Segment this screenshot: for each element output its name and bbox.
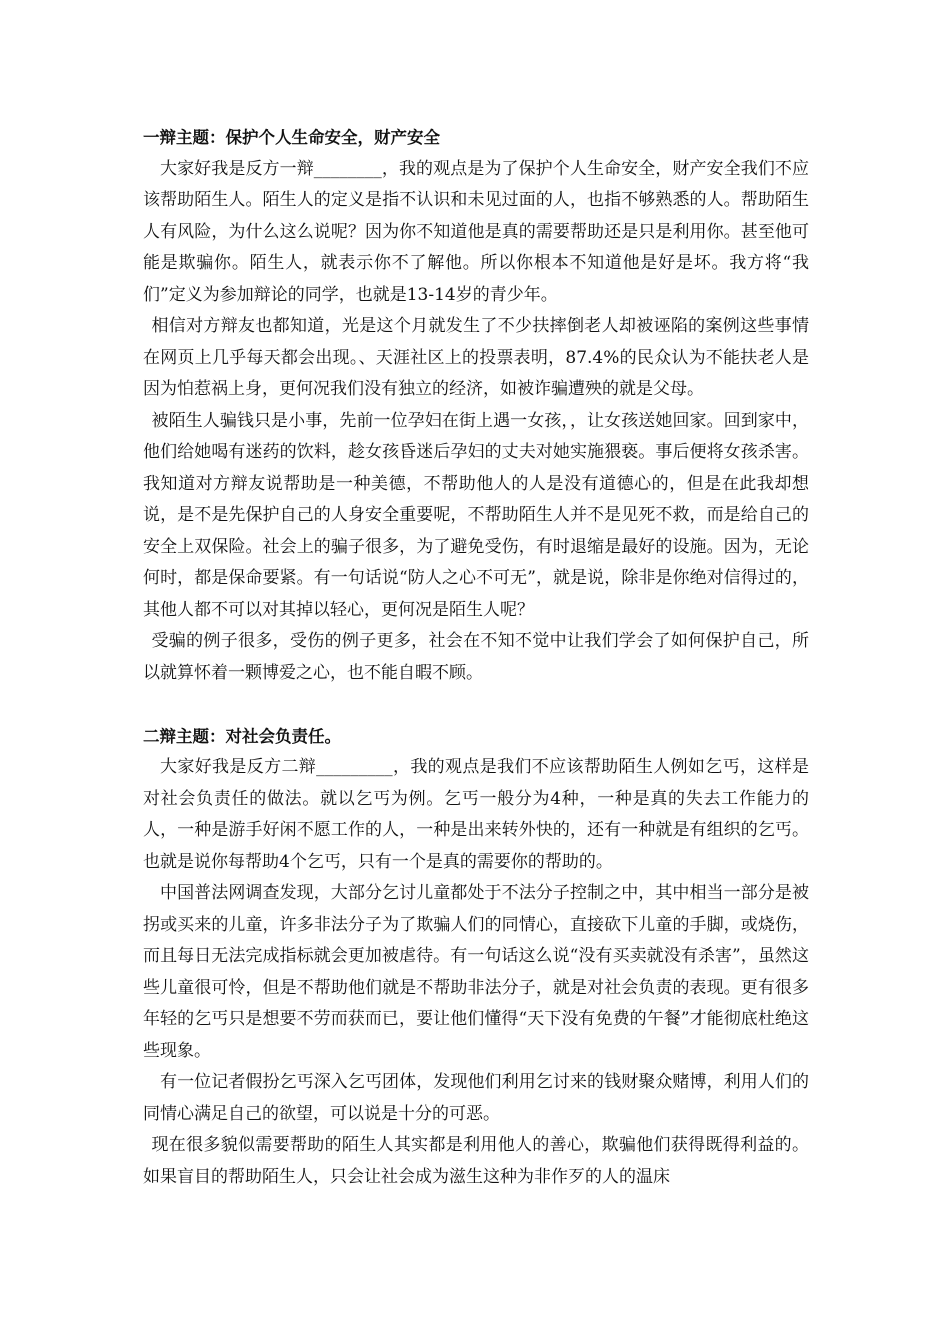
paragraph: 大家好我是反方一辩________，我的观点是为了保护个人生命安全，财产安全我们不应该帮助陌生人。陌生人的定义是指不认识和未见过面的人，也指不够熟悉的人。帮助陌生人有风险，为什么这么说呢？因为你不知道他是真的需要帮助还是只是利用你。甚至他可能是欺骗你。陌生人，就表示你不了解他。所以你根本不知道他是好是坏。我方将“我们”定义为参加辩论的同学，也就是13-14岁的青少年。 (143, 158, 809, 305)
paragraph: 中国普法网调查发现，大部分乞讨儿童都处于不法分子控制之中，其中相当一部分是被拐或买来的儿童，许多非法分子为了欺骗人们的同情心，直接砍下儿童的手脚，或烧伤，而且每日无法完成指标就会更加被虐待。有一句话这么说“没有买卖就没有杀害”，虽然这些儿童很可怜，但是不帮助他们就是不帮助非法分子，就是对社会负责的表现。更有很多年轻的乞丐只是想要不劳而获而已，要让他们懂得“天下没有免费的午餐”才能彻底杜绝这些现象。 (143, 883, 809, 1061)
section-spacer (143, 689, 809, 721)
paragraph: 相信对方辩友也都知道，光是这个月就发生了不少扶摔倒老人却被诬陷的案例这些事情在网页上几乎每天都会出现。、天涯社区上的投票表明，87.4%的民众认为不能扶老人是因为怕惹祸上身，更何况我们没有独立的经济，如被诈骗遭殃的就是父母。 (143, 316, 809, 399)
paragraph: 现在很多貌似需要帮助的陌生人其实都是利用他人的善心，欺骗他们获得既得利益的。如果盲目的帮助陌生人，只会让社会成为滋生这种为非作歹的人的温床 (143, 1135, 809, 1187)
paragraph: 有一位记者假扮乞丐深入乞丐团体，发现他们利用乞讨来的钱财聚众赌博，利用人们的同情心满足自己的欲望，可以说是十分的可恶。 (143, 1072, 809, 1124)
paragraph: 大家好我是反方二辩_________，我的观点是我们不应该帮助陌生人例如乞丐，这样是对社会负责任的做法。就以乞丐为例。乞丐一般分为4种，一种是真的失去工作能力的人，一种是游手好闲不愿工作的人，一种是出来转外快的，还有一种就是有组织的乞丐。也就是说你每帮助4个乞丐，只有一个是真的需要你的帮助的。 (143, 757, 809, 872)
section-title-1: 一辩主题：保护个人生命安全，财产安全 (143, 128, 440, 147)
section-title-2: 二辩主题：对社会负责任。 (143, 726, 341, 746)
paragraph: 受骗的例子很多，受伤的例子更多，社会在不知不觉中让我们学会了如何保护自己，所以就算怀着一颗博爱之心，也不能自暇不顾。 (143, 631, 809, 683)
paragraph: 被陌生人骗钱只是小事，先前一位孕妇在街上遇一女孩，，让女孩送她回家。回到家中，他们给她喝有迷药的饮料，趁女孩昏迷后孕妇的丈夫对她实施猥亵。事后便将女孩杀害。我知道对方辩友说帮助是一种美德，不帮助他人的人是没有道德心的，但是在此我却想说，是不是先保护自己的人身安全重要呢，不帮助陌生人并不是见死不救，而是给自己的安全上双保险。社会上的骗子很多，为了避免受伤，有时退缩是最好的设施。因为，无论何时，都是保命要紧。有一句话说“防人之心不可无”，就是说，除非是你绝对信得过的，其他人都不可以对其掉以轻心，更何况是陌生人呢？ (143, 410, 809, 620)
document-page (143, 122, 809, 1193)
